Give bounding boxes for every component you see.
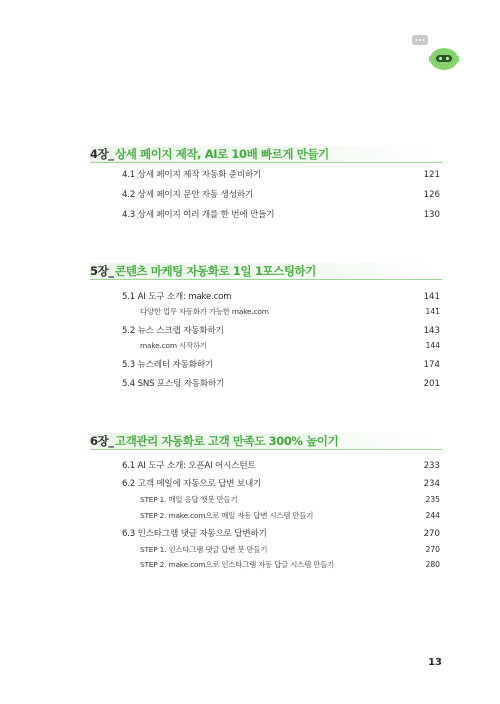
toc-subentry-label: STEP 2. make.com으로 인스타그램 자동 답글 시스템 만들기 bbox=[140, 560, 335, 569]
toc-subentry-page: 244 bbox=[425, 511, 440, 520]
toc-entry[interactable] bbox=[122, 358, 440, 372]
toc-subentry-page: 144 bbox=[425, 341, 440, 350]
toc-entry-label: 5.2 뉴스 스크랩 자동화하기 bbox=[122, 326, 224, 336]
toc-entry-label: 4.3 상세 페이지 여러 개를 한 번에 만들기 bbox=[122, 210, 275, 220]
toc-subentry-label: STEP 1. 인스타그램 댓글 답변 봇 만들기 bbox=[140, 545, 268, 554]
chapter-title: 고객관리 자동화로 고객 만족도 300% 높이기 bbox=[115, 434, 339, 448]
chapter-heading-6 bbox=[90, 433, 442, 450]
toc-entry-label: 4.2 상세 페이지 문안 자동 생성하기 bbox=[122, 190, 254, 200]
chat-bubble-robot-icon bbox=[410, 34, 470, 74]
toc-entry-page: 130 bbox=[423, 210, 440, 220]
toc-entry-page: 174 bbox=[423, 360, 440, 370]
toc-subentry-label: STEP 2. make.com으로 메일 자동 답변 시스템 만들기 bbox=[140, 511, 314, 520]
toc-entry-page: 270 bbox=[423, 529, 440, 539]
toc-entry-page: 234 bbox=[423, 479, 440, 489]
toc-entry-label: 4.1 상세 페이지 제작 자동화 준비하기 bbox=[122, 170, 262, 180]
toc-subentry-label: 다양한 업무 자동화가 가능한 make.com bbox=[140, 307, 269, 316]
toc-entry-page: 141 bbox=[423, 292, 440, 302]
chapter-number: 6장_ bbox=[90, 434, 114, 448]
chapter-heading-5 bbox=[90, 263, 442, 280]
toc-entry-page: 121 bbox=[423, 170, 440, 180]
toc-entry[interactable] bbox=[122, 324, 440, 338]
toc-subentry-page: 235 bbox=[425, 495, 440, 504]
toc-subentry[interactable] bbox=[140, 543, 440, 557]
toc-subentry[interactable] bbox=[140, 558, 440, 572]
chapter-title: 콘텐츠 마케팅 자동화로 1일 1포스팅하기 bbox=[115, 264, 316, 278]
toc-subentry[interactable] bbox=[140, 493, 440, 507]
toc-subentry[interactable] bbox=[140, 509, 440, 523]
toc-entry[interactable] bbox=[122, 459, 440, 473]
toc-entry-label: 5.1 AI 도구 소개: make.com bbox=[122, 292, 232, 302]
toc-entry[interactable] bbox=[122, 477, 440, 491]
chapter-number: 4장_ bbox=[90, 147, 114, 161]
toc-entry-label: 5.4 SNS 포스팅 자동화하기 bbox=[122, 379, 225, 389]
toc-entry-label: 6.3 인스타그램 댓글 자동으로 답변하기 bbox=[122, 529, 267, 539]
toc-entry-label: 6.1 AI 도구 소개: 오픈AI 어시스턴트 bbox=[122, 461, 256, 471]
toc-entry[interactable] bbox=[122, 290, 440, 304]
toc-subentry[interactable] bbox=[140, 305, 440, 319]
page-number: 13 bbox=[428, 657, 442, 668]
toc-subentry-page: 141 bbox=[425, 307, 440, 316]
toc-entry-page: 143 bbox=[423, 326, 440, 336]
toc-entry[interactable] bbox=[122, 168, 440, 182]
toc-subentry-page: 280 bbox=[425, 560, 440, 569]
toc-subentry-label: make.com 시작하기 bbox=[140, 341, 207, 350]
toc-entry-label: 5.3 뉴스레터 자동화하기 bbox=[122, 360, 214, 370]
toc-entry-page: 233 bbox=[423, 461, 440, 471]
toc-entry[interactable] bbox=[122, 208, 440, 222]
toc-subentry-label: STEP 1. 메일 응답 챗봇 만들기 bbox=[140, 495, 238, 504]
chapter-number: 5장_ bbox=[90, 264, 114, 278]
chapter-title: 상세 페이지 제작, AI로 10배 빠르게 만들기 bbox=[115, 147, 329, 161]
toc-entry[interactable] bbox=[122, 527, 440, 541]
toc-subentry[interactable] bbox=[140, 339, 440, 353]
toc-entry[interactable] bbox=[122, 377, 440, 391]
chapter-heading-4 bbox=[90, 146, 442, 163]
toc-entry-label: 6.2 고객 메일에 자동으로 답변 보내기 bbox=[122, 479, 262, 489]
toc-entry-page: 126 bbox=[423, 190, 440, 200]
toc-subentry-page: 270 bbox=[425, 545, 440, 554]
toc-entry[interactable] bbox=[122, 188, 440, 202]
toc-entry-page: 201 bbox=[423, 379, 440, 389]
